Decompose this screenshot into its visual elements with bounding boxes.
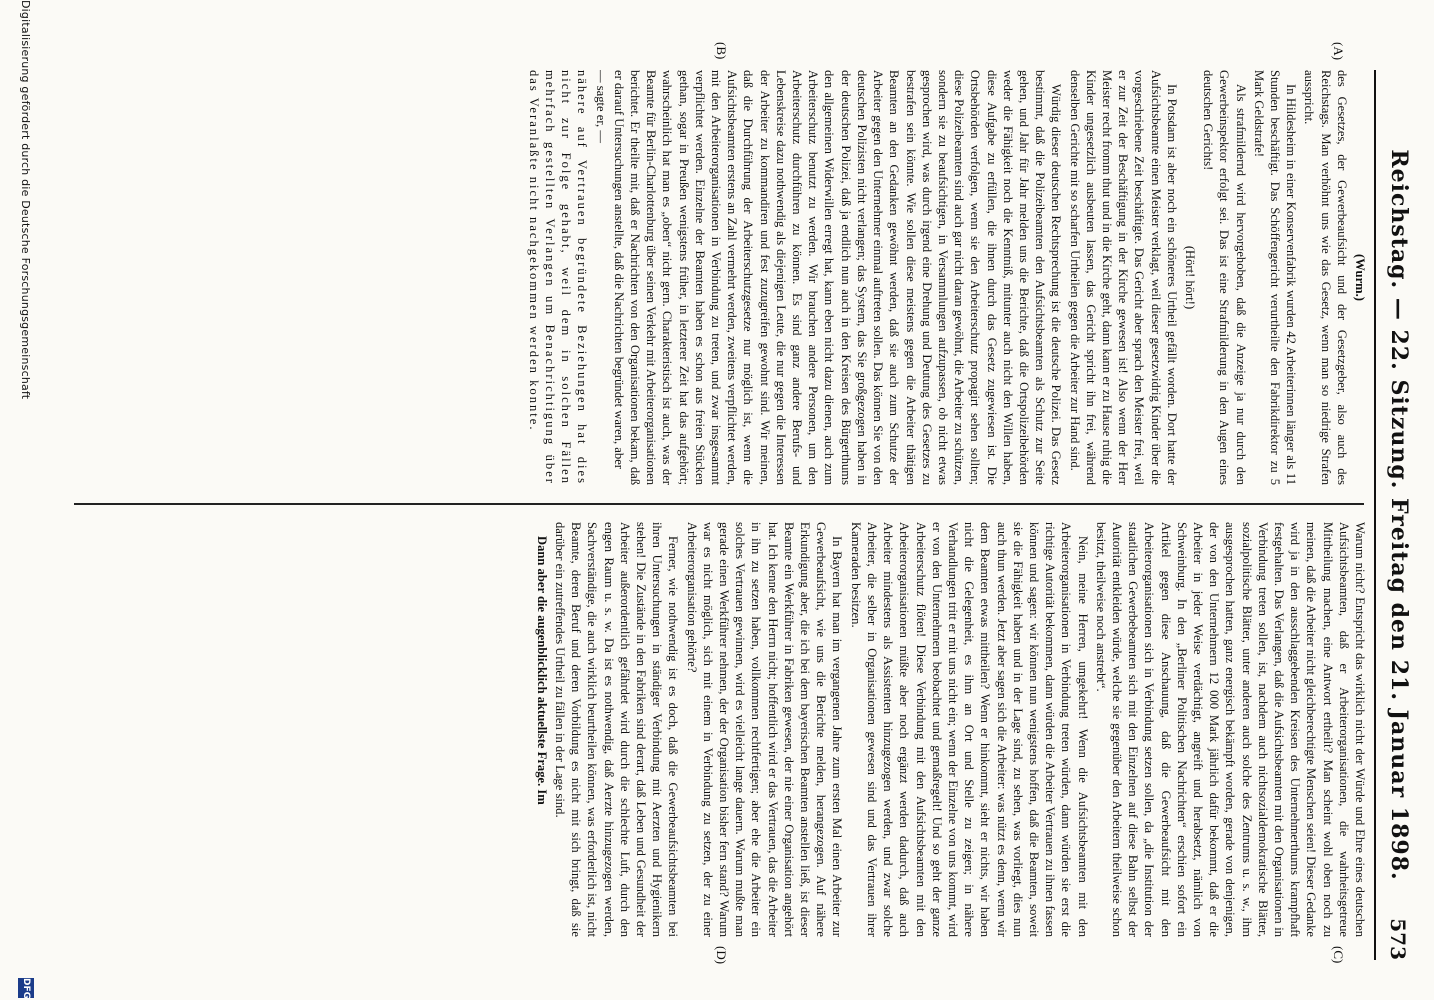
dfg-logo: DFG — [18, 978, 34, 998]
paragraph: Dann aber die augenblicklich aktuellste Frage. Im — [534, 536, 549, 805]
right-column — [68, 522, 1368, 937]
paragraph: In Potsdam ist aber noch ein schöneres Urtheil gefällt worden. Dort hatte der Aufsichtsbeamte einen Meister verklagt, weil dieser gesetzwidrig Kinder über die vorgeschriebene Zeit beschäftigte. Das Gericht aber sprach den Meister frei, weil er zur Zeit der Beschäftigung in der Kirche gewesen ist! Also wenn der Herr Meister recht fromm thut und in die Kirche geht, dann kann er zu Hause ruhig die Kinder ungesetzlich ausbeuten lassen, das Gericht spricht ihn frei, während denselben Gerichte mit so scharfen Urtheilen gegen die Arbeiter zur Hand sind. — [1067, 70, 1179, 485]
margin-marker-a: (A) — [1331, 42, 1346, 61]
margin-marker-d: (D) — [714, 946, 729, 965]
page-header — [1376, 70, 1416, 960]
paragraph: In Hildesheim in einer Konservenfabrik wurden 42 Arbeiterinnen länger als 11 Stunden beschäftigt. Das Schöffengericht verurtheilte den Fabrikdirektor zu 5 Mark Geldstrafe! — [1251, 70, 1299, 485]
paragraph: Warum nicht? Entspricht das wirklich nicht der Würde und Ehre eines deutschen Aufsichtsbeamten, daß er Arbeiterorganisationen, die wahrheitsgetreue Mittheilung machen, eine Antwort ertheilt? Man scheint wohl oben noch zu meinen, daß die Arbeiter nicht gleichberechtigte Menschen seien! Dieser Gedanke wird ja in den ausschlaggebenden Kreisen des Unternehmerthums krampfhaft festgehalten. Das Verlangen, daß die Aufsichtsbeamten mit den Organisationen in Verbindung treten sollen, ist, nachdem auch nichtsozialdemokratische Blätter, sozialpolitische Blätter, unter anderen auch solche des Zentrums u. s. w., ihm ausgesprochen hatten, ganz energisch bekämpft worden, gerade von denjenigen, der von den Unternehmern 12 000 Mark jährlich dafür bekommt, daß er die Arbeiter in jeder Weise verdächtigt, angreift und herabsetzt, nämlich von Schweinburg. In den „Berliner Politischen Nachrichten“ erschien sofort ein Artikel gegen diese Anschauung, daß die Gewerbeaufsicht mit den Arbeiterorganisationen sich in Verbindung setzen sollen, da „die Institution der staatlichen Gewerbebeamten sich mit den Einzelnen auf diese Bahn selbst der Autorität entkleiden würde, welche sie gegenüber den Arbeitern theilweise schon besitzt, theilweise noch anstrebt“. — [1093, 522, 1367, 937]
paragraph: Würdig dieser deutschen Rechtsprechung ist die deutsche Polizei. Das Gesetz bestimmt, daß die Polizeibeamten den Aufsichtsbeamten als Schutz zur Seite gehen, und Jahr für Jahr melden uns die Berichte, daß die Ortspolizeibehörden weder die Fähigkeit noch die Kenntniß, mitunter auch nicht den Willen haben, diese Aufgabe zu erfüllen, die ihnen durch das Gesetz zugewiesen ist. Die Ortsbehörden verfolgen, wenn sie den Arbeiterschutz propagirt sehen sollten; diese Polizeibeamten sind auch gar nicht daran gewöhnt, die Arbeiter zu schützen, sondern sie zu beaufsichtigen, in Versammlungen aufzupassen, ob nicht etwas gesprochen wird, was durch irgend eine Drehung und Deutung des Gesetzes zu bestrafen sein könnte. Wie sollen diese meistens gegen die Arbeiter thätigen Beamten an den Gedanken gewöhnt werden, daß sie auch zum Schutze der Arbeiter gegen den Unternehmer einmal auftreten sollen. Das können Sie von den deutschen Polizisten nicht verlangen; das System, das Sie großgezogen haben in der deutschen Polizei, daß ja endlich nun auch in den Kreisen des Bürgerthums den allgemeinen Widerwillen erregt hat, kann eben nicht dazu dienen, auch zum Arbeiterschutz benutzt zu werden. Wir brauchen andere Personen, um den Arbeiterschutz durchführen zu können. Es sind ganz andere Berufs- und Lebenskreise dazu nothwendig als diejenigen Leute, die nur gegen die Interessen der Arbeiter zu kommandiren und fest zuzugreifen gewohnt sind. Wir meinen, daß die Durchführung der Arbeiterschutzgesetze nur möglich ist, wenn die Aufsichtsbeamten erstens an Zahl vermehrt werden, zweitens verpflichtet werden, mit den Arbeiterorganisationen in Verbindung zu treten, und zwar insgesammt verpflichtet werden. Einzelne der Beamten haben es schon aus freien Stücken gethan, sogar in Preußen wenigstens früher, in letzterer Zeit hat das aufgehört; wahrscheinlich hat man es „oben“ nicht gern. Charakteristisch ist auch, was der Beamte für Berlin-Charlottenburg über seinen Verkehr mit Arbeiterorganisationen berichtet. Er theilte mit, daß er Nachrichten von den Organisationen bekam, daß er darauf Untersuchungen anstellte, daß die Nachrichten begründet waren, aber — [611, 70, 1064, 485]
funding-note: Digitalisierung gefördert durch die Deutsche Forschungsgemeinschaft — [19, 0, 32, 400]
footer — [12, 0, 34, 1000]
paragraph: nähere auf Vertrauen begründete Beziehungen hat dies nicht zur Folge gehabt, weil dem in solchen Fällen mehrfach gestellten Verlangen um Benachrichtigung über das Veranlaßte nicht nachgekommen werden konnte. — [526, 70, 590, 485]
paragraph: — sagte er, — — [593, 70, 608, 143]
margin-marker-b: (B) — [714, 42, 729, 60]
column-divider — [74, 503, 1364, 505]
speaker-label: (Wurm.) — [1353, 254, 1367, 301]
page-number: 573 — [1386, 918, 1410, 960]
paragraph: Als strafmildernd wird hervorgehoben, daß die Anzeige ja nur durch den Gewerbeinspektor erfolgt sei. Das ist eine Strafmilderung in den Augen eines deutschen Gerichts! — [1201, 70, 1248, 485]
page-title: Reichstag. — 22. Sitzung. Freitag den 21. Januar 1898. — [1386, 149, 1412, 881]
paragraph: des Gesetzes, der Gewerbeaufsicht und der Gesetzgeber, also auch des Reichstags. Man verhöhnt uns wie das Gesetz, wenn man so niedrige Strafen ausspricht. — [1302, 70, 1349, 485]
interjection: (Hört! hört!) — [1182, 245, 1197, 310]
left-column — [108, 70, 1368, 485]
header-rule — [1374, 70, 1376, 960]
margin-marker-c: (C) — [1331, 946, 1346, 964]
paragraph: In Bayern hat man im vergangenen Jahre zum ersten Mal einen Arbeiter zur Gewerbeaufsicht, wie uns die Berichte melden, herangezogen. Auf nähere Erkundigung aber, die ich bei dem bayerischen Beamten anstellen ließ, ist dieser Beamte ein Werkführer in Fabriken gewesen, der nie einer Organisation angehört hat. Ich kenne den Herrn nicht; hoffentlich wird er das Vertrauen, das die Arbeiter in ihn zu setzen haben, vollkommen rechtfertigen; aber ehe die Arbeiter ein solches Vertrauen gewinnen, wird es vielleicht lange dauern. Warum mußte man gerade einen Werkführer nehmen, der der Organisation bisher fern stand? Warum war es nicht möglich, sich mit einem in Verbindung zu setzen, der zu einer Arbeiterorganisation gehörte? — [684, 522, 845, 937]
paragraph: Nein, meine Herren, umgekehrt! Wenn die Aufsichtsbeamten mit den Arbeiterorganisationen in Verbindung treten würden, dann würden sie erst die richtige Autorität bekommen, dann würden die Arbeiter Vertrauen zu ihnen fassen können und sagen: wir können nun wenigstens hoffen, daß die Beamten, soweit sie die Fähigkeit haben und in der Lage sind, zu sehen, was vorliegt, dies nun auch thun werden. Jetzt aber sagen sich die Arbeiter: was nützt es denn, wenn wir dem Beamten etwas mittheilen? Wenn er hinkommt, sieht er nichts, wir haben nicht die Gelegenheit, es ihm an Ort und Stelle zu zeigen; in nähere Verhandlungen tritt er mit uns nicht ein; wenn der Einzelne von uns kommt, wird er von den Unternehmern beobachtet und gemaßregelt! Und so geht der ganze Arbeiterschutz flöten! Diese Verbindung mit den Aufsichtsbeamten mit den Arbeiterorganisationen müßte aber noch ergänzt werden dadurch, daß auch Arbeiter mindestens als Assistenten hinzugezogen werden, und zwar solche Arbeiter, die selber in Organisationen gewesen sind und das Vertrauen ihrer Kameraden besitzen. — [848, 522, 1090, 937]
paragraph: Ferner, wie nothwendig ist es doch, daß die Gewerbeaufsichtsbeamten bei ihren Untersuchungen in ständiger Verbindung mit Aerzten und Hygienikern stehen! Die Zustände in den Fabriken sind derart, daß Leben und Gesundheit der Arbeiter außerordentlich gefährdet wird durch die schlechte Luft, durch den engen Raum u. s. w. Da ist es nothwendig, daß Aerzte hinzugezogen werden, Sachverständige, die auch wirklich beurtheilen können, was erforderlich ist, nicht Beamte, deren Beruf und deren Vorbildung es nicht mit sich bringt, daß sie darüber ein zutreffendes Urtheil zu fällen in der Lage sind. — [553, 522, 681, 937]
